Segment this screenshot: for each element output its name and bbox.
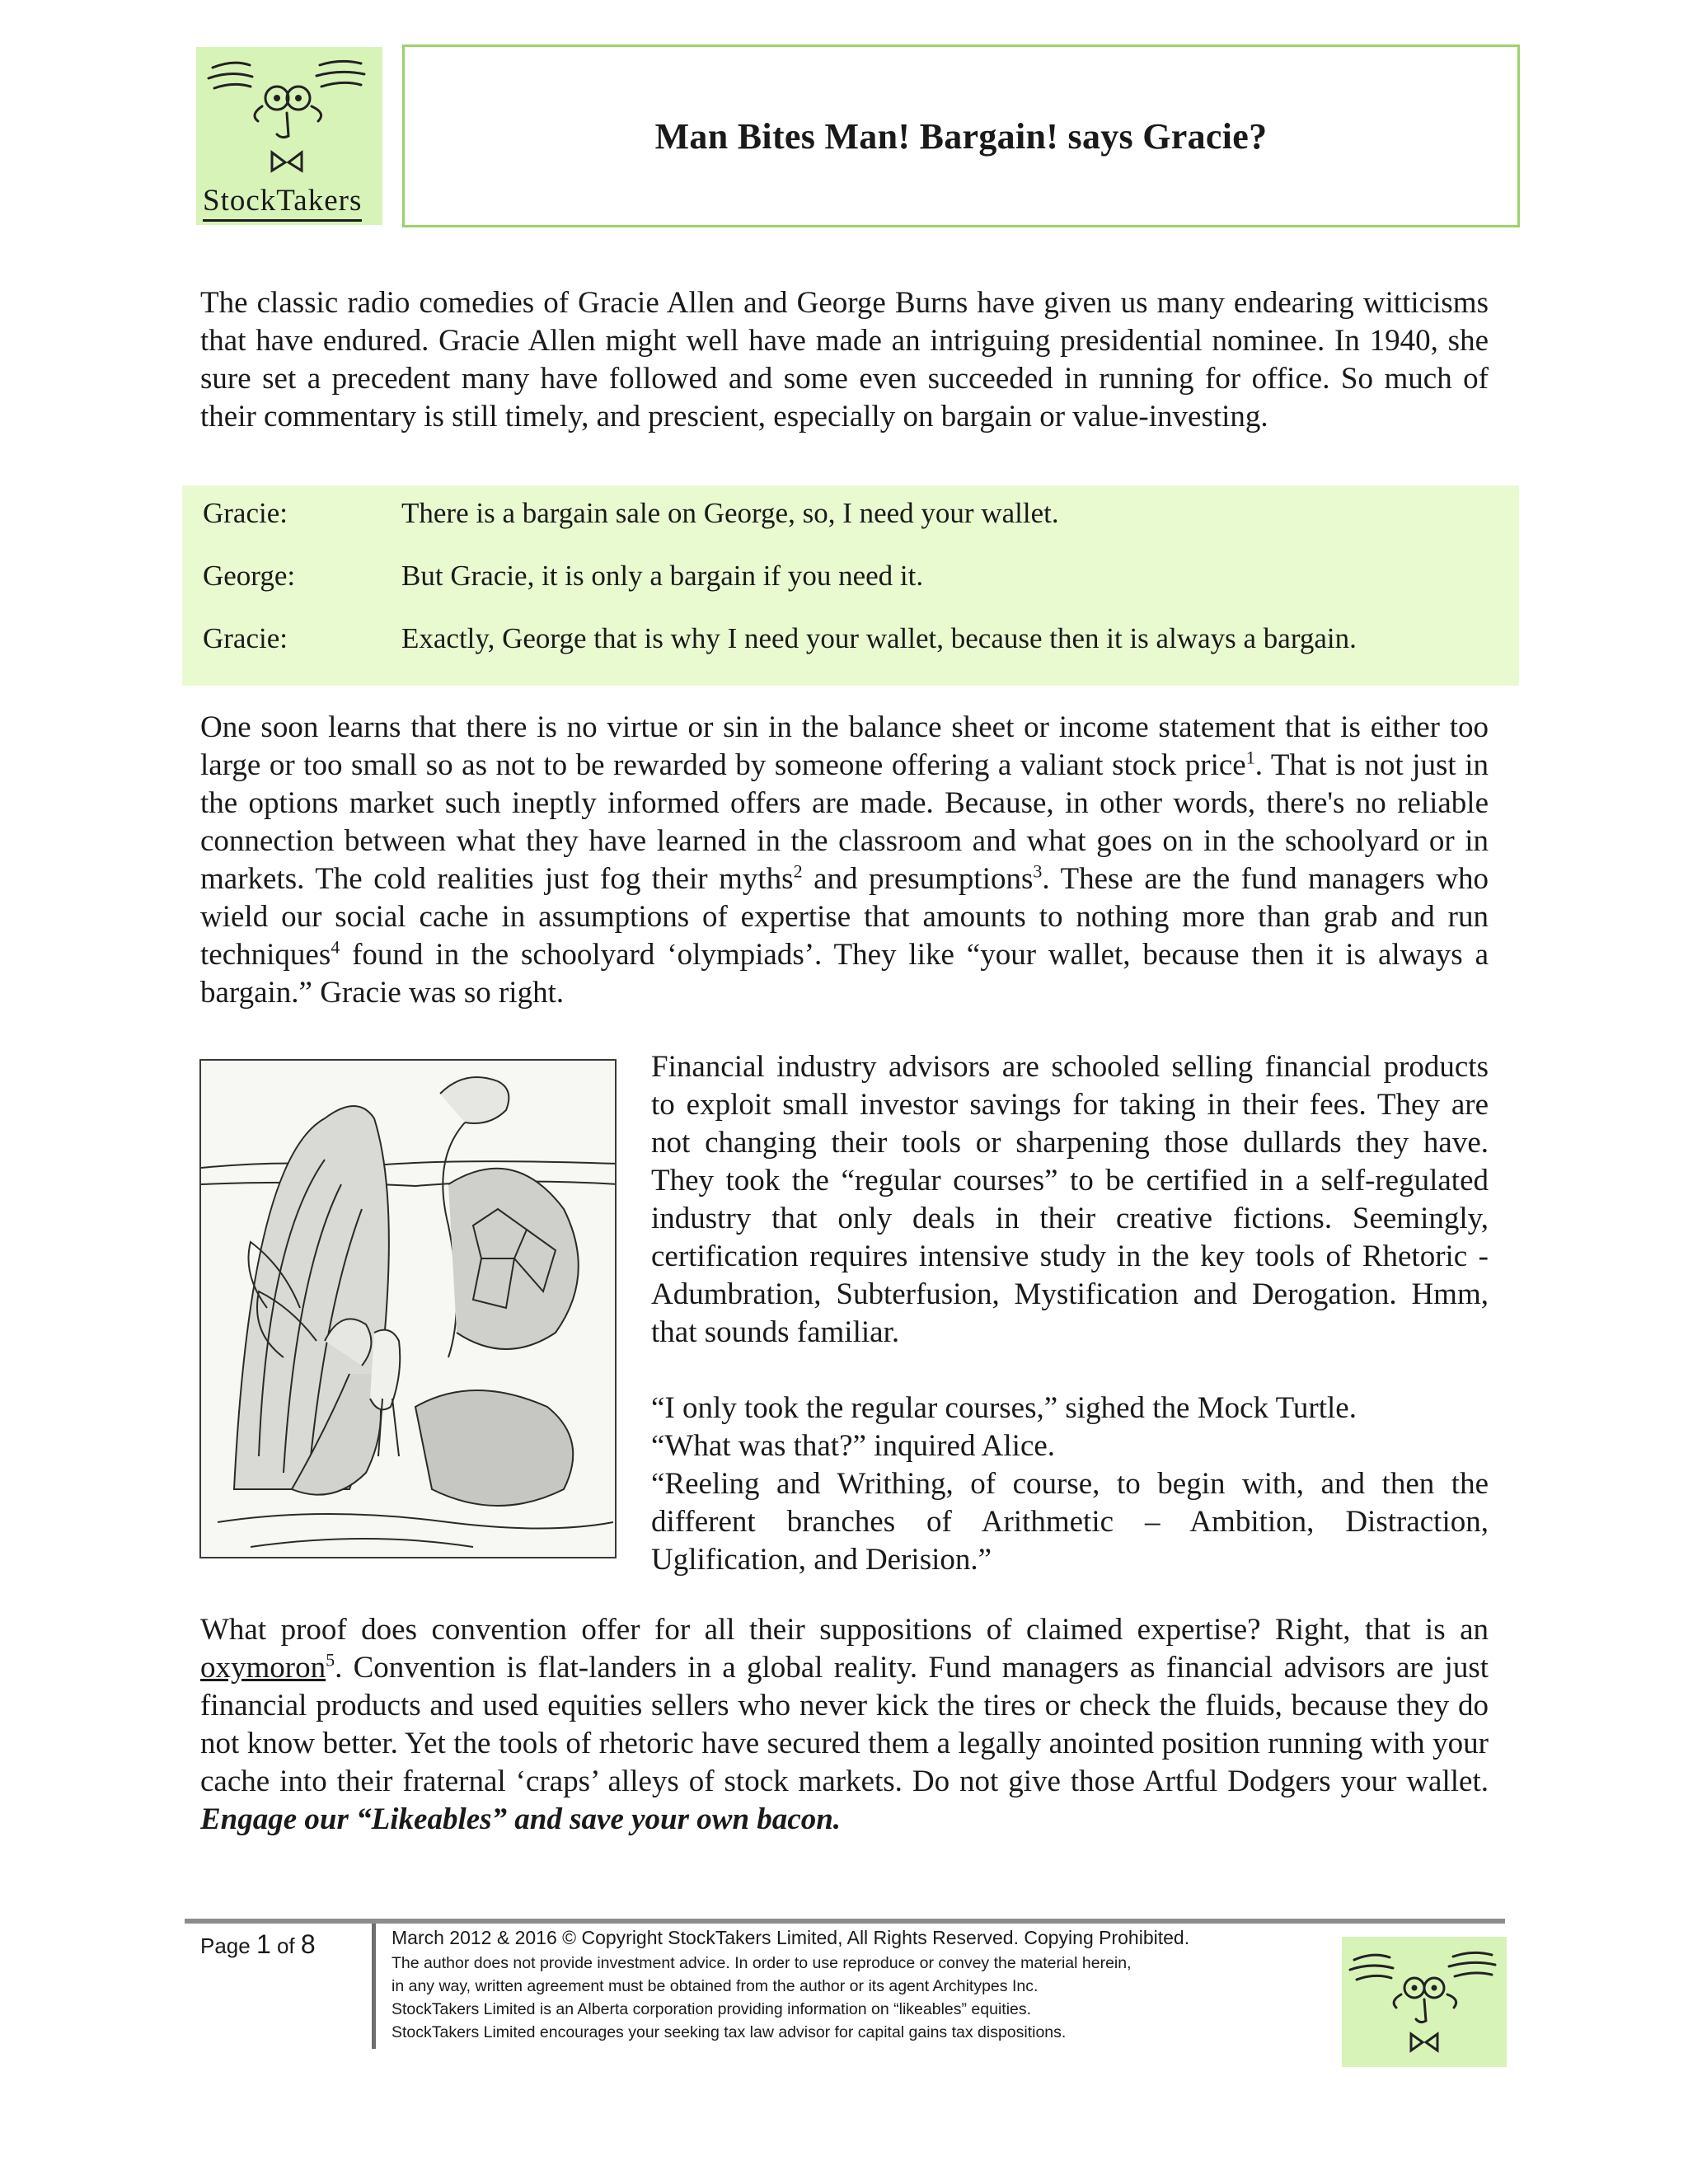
- intro-paragraph: The classic radio comedies of Gracie Allen and George Burns have given us many endearing witticisms that have endured. Gracie Allen might well have made an intriguing presidential nominee. In 1940, she sure set a precedent many have followed and some even succeeded in running for office. So much of their commentary is still timely, and prescient, especially on bargain or value-investing.: [200, 286, 1489, 434]
- call-to-action: Engage our “Likeables” and save your own bacon.: [200, 1802, 842, 1836]
- cartoon-face-icon: [1342, 1937, 1507, 2067]
- footnote-ref: 1: [1245, 747, 1255, 768]
- oxymoron-link[interactable]: oxymoron: [200, 1651, 326, 1685]
- quote-line: “What was that?” inquired Alice.: [651, 1429, 1056, 1463]
- dialogue-speaker: Gracie:: [203, 497, 288, 529]
- footer-logo: [1342, 1937, 1507, 2067]
- footnote-ref: 5: [326, 1649, 335, 1671]
- advisors-paragraph: Financial industry advisors are schooled selling financial products to exploit small investor savings for taking in their fees. They are not changing their tools or sharpening those dullards they have. They took the “regular courses” to be certified in a self-regulated industry that only deals in their creative fictions. Seemingly, certification requires intensive study in the key tools of Rhetoric - Adumbration, Subterfusion, Mystification and Derogation. Hmm, that sounds familiar.: [651, 1050, 1489, 1349]
- footer-copyright: March 2012 & 2016 © Copyright StockTakers Limited, All Rights Reserved. Copying Prohibited.: [392, 1927, 1190, 1948]
- page-title: Man Bites Man! Bargain! says Gracie?: [654, 115, 1268, 157]
- footer-note: StockTakers Limited is an Alberta corporation providing information on “likeables” equities.: [392, 2000, 1032, 2018]
- dialogue-line: But Gracie, it is only a bargain if you need it.: [401, 560, 924, 592]
- footer-note: StockTakers Limited encourages your seeking tax law advisor for capital gains tax dispositions.: [392, 2023, 1067, 2041]
- footnote-ref: 2: [793, 860, 803, 882]
- quote-line: “Reeling and Writhing, of course, to begin with, and then the different branches of Arithmetic – Ambition, Distraction, Uglification, and Derision.”: [651, 1467, 1489, 1577]
- footer-note: in any way, written agreement must be obtained from the author or its agent Architypes Inc.: [392, 1977, 1039, 1995]
- dialogue-line: Exactly, George that is why I need your wallet, because then it is always a bargain.: [401, 622, 1357, 654]
- page-number: Page 1 of 8: [200, 1929, 316, 1959]
- closing-paragraph: What proof does convention offer for all their suppositions of claimed expertise? Right, that is an oxymoron$^5$. Convention is flat-landers in a global reality. Fund managers as financial advisors are just financial products and used equities sellers who never kick the tires or check the fluids, because they do not know better. Yet the tools of rhetoric have secured them a legally anointed position running with your cache into their fraternal ‘craps’ alleys of stock markets. Do not give those Artful Dodgers your wallet. Engage our “Likeables” and save your own bacon.: [200, 1613, 1489, 1836]
- dialogue-line: There is a bargain sale on George, so, I need your wallet.: [401, 497, 1059, 529]
- footer-note: The author does not provide investment advice. In order to use reproduce or convey the material herein,: [392, 1954, 1132, 1972]
- gryphon-turtle-alice-engraving: [201, 1061, 617, 1558]
- paragraph-two: One soon learns that there is no virtue or sin in the balance sheet or income statement that is either too large or too small so as not to be rewarded by someone offering a valiant stock price$^1$. That is not just in the options market such ineptly informed offers are made. Because, in other words, there's no reliable connection between what they have learned in the classroom and what goes on in the schoolyard or in markets. The cold realities just fog their myths$^2$ and presumptions$^3$. These are the fund managers who wield our social cache in assumptions of expertise that amounts to nothing more than grab and run techniques$^4$ found in the schoolyard ‘olympiads’. They like “your wallet, because then it is always a bargain.” Gracie was so right.: [200, 710, 1489, 1010]
- logo-wordmark: StockTakers: [203, 183, 362, 222]
- dialogue-box: [182, 485, 1519, 686]
- footer-vertical-divider: [372, 1924, 376, 2049]
- footer-divider: [185, 1919, 1505, 1924]
- quote-line: “I only took the regular courses,” sighed the Mock Turtle.: [651, 1391, 1357, 1425]
- dialogue-speaker: Gracie:: [203, 622, 288, 654]
- mock-turtle-illustration: [199, 1059, 617, 1558]
- footnote-ref: 4: [331, 936, 340, 958]
- stocktakers-logo: [196, 47, 382, 225]
- title-box: [402, 45, 1520, 227]
- dialogue-speaker: George:: [203, 560, 296, 592]
- footnote-ref: 3: [1033, 860, 1043, 882]
